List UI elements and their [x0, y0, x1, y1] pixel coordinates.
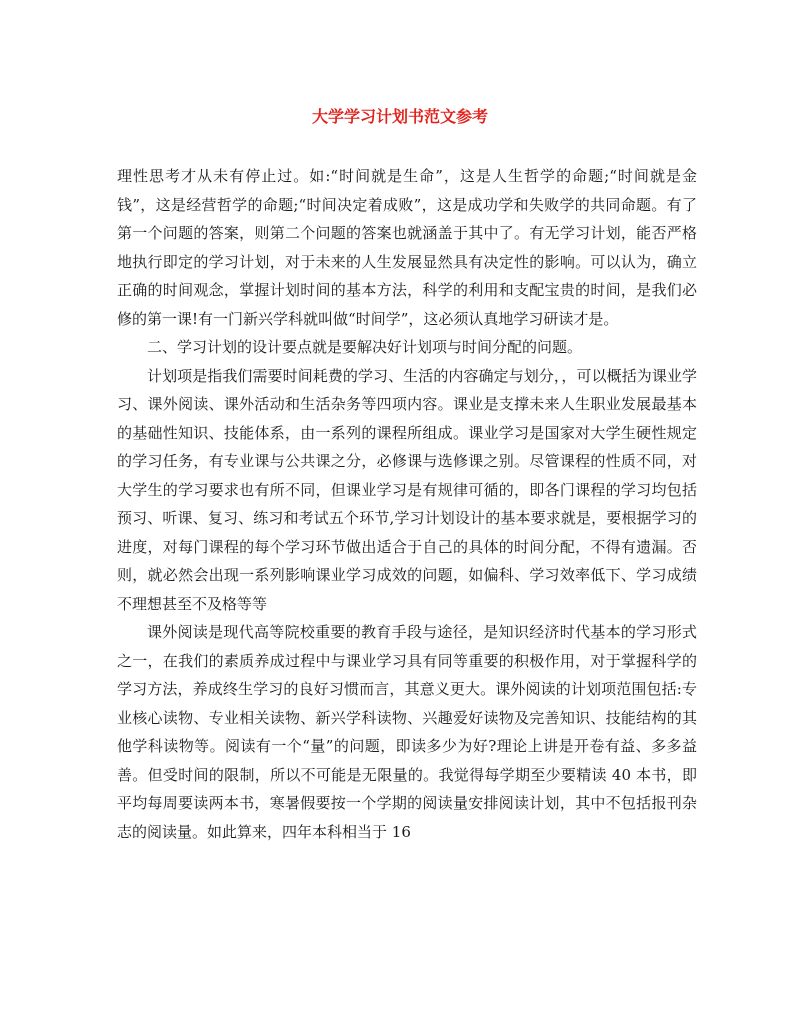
document-body [117, 162, 697, 846]
paragraph-section-two-heading: 二、学习计划的设计要点就是要解决好计划项与时间分配的问题。 [147, 338, 583, 356]
paragraph-plan-items: 计划项是指我们需要时间耗费的学习、生活的内容确定与划分，，可以概括为课业学习、课外阅读、课外活动和生活杂务等四项内容。课业是支撑未来人生职业发展最基本的基础性知识、技能体系，由一系列的课程所组成。课业学习是国家对大学生硬性规定的学习任务，有专业课与公共课之分，必修课与选修课之别。尽管课程的性质不同，对大学生的学习要求也有所不同，但课业学习是有规律可循的，即各门课程的学习均包括预习、听课、复习、练习和考试五个环节,学习计划设计的基本要求就是，要根据学习的进度，对每门课程的每个学习环节做出适合于自己的具体的时间分配，不得有遗漏。否则，就必然会出现一系列影响课业学习成效的问题，如偏科、学习效率低下、学习成绩不理想甚至不及格等等 [117, 366, 697, 613]
paragraph-time-philosophy: 理性思考才从未有停止过。如:“时间就是生命”，这是人生哲学的命题;“时间就是金钱”，这是经营哲学的命题;“时间决定着成败”，这是成功学和失败学的共同命题。有了第一个问题的答案，则第二个问题的答案也就涵盖于其中了。有无学习计划，能否严格地执行即定的学习计划，对于未来的人生发展显然具有决定性的影响。可以认为，确立正确的时间观念，掌握计划时间的基本方法，科学的利用和支配宝贵的时间，是我们必修的第一课!有一门新兴学科就叫做“时间学”，这必须认真地学习研读才是。 [117, 167, 697, 328]
document-title: 大学学习计划书范文参考 [311, 107, 488, 126]
paragraph-extracurricular-reading: 课外阅读是现代高等院校重要的教育手段与途径，是知识经济时代基本的学习形式之一，在我们的素质养成过程中与课业学习具有同等重要的积极作用，对于掌握科学的学习方法，养成终生学习的良好习惯而言，其意义更大。课外阅读的计划项范围包括:专业核心读物、专业相关读物、新兴学科读物、兴趣爱好读物及完善知识、技能结构的其他学科读物等。阅读有一个“量”的问题，即读多少为好?理论上讲是开卷有益、多多益善。但受时间的限制，所以不可能是无限量的。我觉得每学期至少要精读 40 本书，即平均每周要读两本书，寒暑假要按一个学期的阅读量安排阅读计划，其中不包括报刊杂志的阅读量。如此算来，四年本科相当于 16 [117, 623, 697, 841]
